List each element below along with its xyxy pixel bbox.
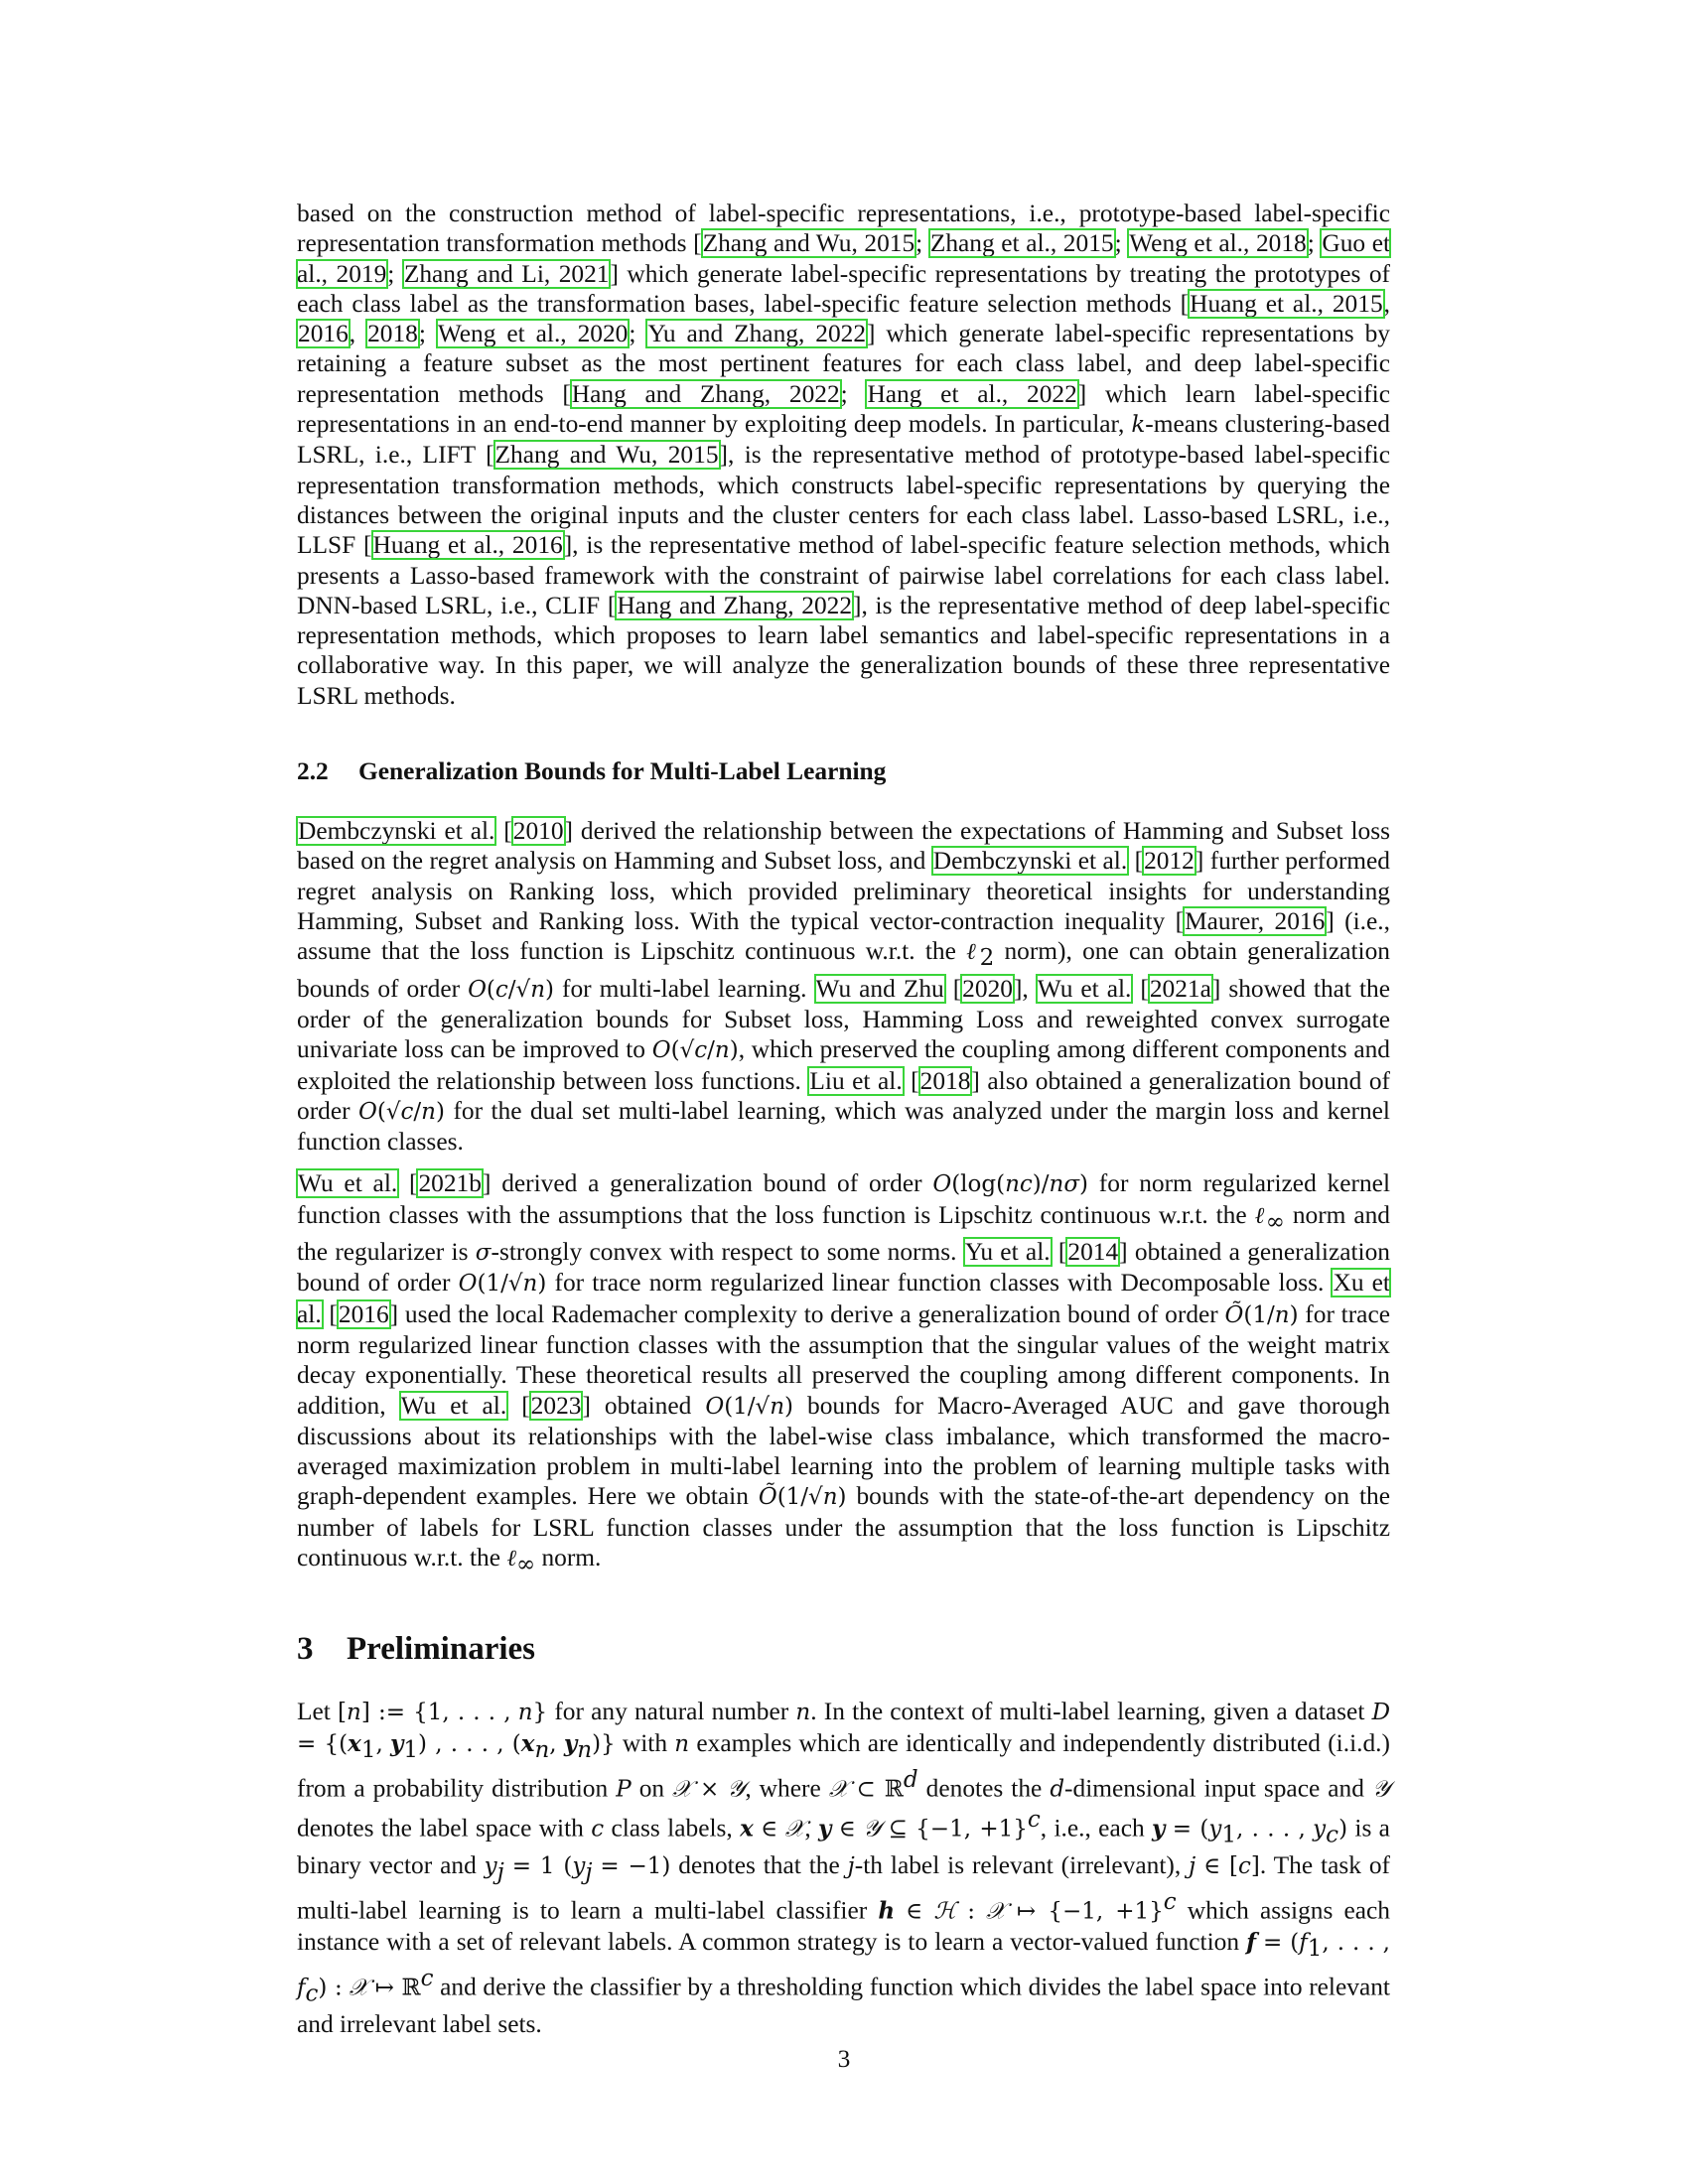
section-heading [297,756,1390,786]
citation-link[interactable]: Wu and Zhu [815,974,944,1003]
paragraph-norm-regularized: Wu et al. [2021b] derived a generalization bound of order O(log(nc)/nσ) for norm regularized kernel function classes with the assumptions that the loss function is Lipschitz continuous w.r.t. the ℓ$_\infty$ norm and the regularizer is σ-strongly convex with respect to some norms. Yu et al. [2014] obtained a generalization bound of order O(1/√n) for trace norm regularized linear function classes with Decomposable loss. Xu et al. [2016] used the local Rademacher complexity to derive a generalization bound of order Õ(1/n) for trace norm regularized linear function classes with the assumption that the singular values of the weight matrix decay exponentially. These theoretical results all preserved the coupling among different components. In addition, Wu et al. [2023] obtained O(1/√n) bounds for Macro-Averaged AUC and gave thorough discussions about its relationships with the label-wise class imbalance, which transformed the macro-averaged maximization problem in multi-label learning into the problem of learning multiple tasks with graph-dependent examples. Here we obtain Õ(1/√n) bounds with the state-of-the-art dependency on the number of labels for LSRL function classes under the assumption that the loss function is Lipschitz continuous w.r.t. the ℓ$_\infty$ norm. [297,1169,1391,1578]
paragraph-preliminaries: Let [n] := {1, . . . , n} for any natural number n. In the context of multi-label learning, given a dataset $D = \{(x_1$, $y_1$) , . . . , ($x_n$, $y_n$)} with n examples which are identically and independently distributed (i.i.d.) from a probability distribution P on 𝒳 × 𝒴, where 𝒳 ⊂ ℝ$^d$ denotes the d-dimensional input space and 𝒴 denotes the label space with c class labels, x ∈ 𝒳, y ∈ 𝒴 ⊆ {−1, +1}$^c$, i.e., each $y = (y_1$, . . . , $y_c$) is a binary vector and $y_j = 1$ $(y_j = -1)$ denotes that the j-th label is relevant (irrelevant), j ∈ [c]. The task of multi-label learning is to learn a multi-label classifier h ∈ ℋ : 𝒳 ↦ {−1, +1}$^c$ which assigns each instance with a set of relevant labels. A common strategy is to learn a vector-valued function $f = (f_1$, . . . , $f_c$) : 𝒳 ↦ ℝ$^c$ and derive the classifier by a thresholding function which divides the label space into relevant and irrelevant label sets. [297,1698,1391,2039]
page-number: 3 [837,2045,851,2073]
paragraph-lsrl-methods: based on the construction method of label-specific representations, i.e., prototype-based label-specific representation transformation methods [Zhang and Wu, 2015; Zhang et al., 2015; Weng et al., 2018; Guo et al., 2019; Zhang and Li, 2021] which generate label-specific representations by treating the prototypes of each class label as the transformation bases, label-specific feature selection methods [Huang et al., 2015, 2016, 2018; Weng et al., 2020; Yu and Zhang, 2022] which generate label-specific representations by retaining a feature subset as the most pertinent features for each class label, and deep label-specific representation methods [Hang and Zhang, 2022; Hang et al., 2022] which learn label-specific representations in an end-to-end manner by exploiting deep models. In particular, k-means clustering-based LSRL, i.e., LIFT [Zhang and Wu, 2015], is the representative method of prototype-based label-specific representation transformation methods, which constructs label-specific representations by querying the distances between the original inputs and the cluster centers for each class label. Lasso-based LSRL, i.e., LLSF [Huang et al., 2016], is the representative method of label-specific feature selection methods, which presents a Lasso-based framework with the constraint of pairwise label correlations for each class label. DNN-based LSRL, i.e., CLIF [Hang and Zhang, 2022], is the representative method of deep label-specific representation methods, which proposes to learn label semantics and label-specific representations in a collaborative way. In this paper, we will analyze the generalization bounds of these three representative LSRL methods. [297,200,1391,710]
citation-link[interactable]: 2010 [512,817,564,846]
citation-link[interactable]: Zhang and Li, 2021 [403,259,610,288]
citation-link[interactable]: 2020 [962,974,1013,1003]
citation-link[interactable]: 2021b [418,1169,482,1198]
citation-link[interactable]: Yu et al. [964,1238,1051,1267]
section-number: 3 [297,1631,314,1668]
citation-link[interactable]: Wu et al. [1037,974,1132,1003]
citation-link[interactable]: Hang and Zhang, 2022 [571,379,840,408]
section-title: Generalization Bounds for Multi-Label Learning [358,757,887,786]
citation-link[interactable]: Huang et al., 2016 [372,531,563,560]
citation-link[interactable]: Zhang and Wu, 2015 [494,441,719,470]
citation-link[interactable]: Zhang et al., 2015 [929,229,1114,258]
citation-link[interactable]: Wu et al. [298,1169,398,1198]
citation-link[interactable]: Weng et al., 2020 [437,320,629,348]
citation-link[interactable]: 2016 [338,1299,389,1328]
citation-link[interactable]: 2021a [1149,974,1211,1003]
citation-link[interactable]: Xu et al. [297,1269,1390,1328]
citation-link[interactable]: Yu and Zhang, 2022 [647,320,867,348]
paragraph-related-bounds: Dembczynski et al. [2010] derived the relationship between the expectations of Hamming and Subset loss based on the regret analysis on Hamming and Subset loss, and Dembczynski et al. [2012] further performed regret analysis on Ranking loss, which provided preliminary theoretical insights for understanding Hamming, Subset and Ranking loss. With the typical vector-contraction inequality [Maurer, 2016] (i.e., assume that the loss function is Lipschitz continuous w.r.t. the ℓ$_2$ norm), one can obtain generalization bounds of order O(c/√n) for multi-label learning. Wu and Zhu [2020], Wu et al. [2021a] showed that the order of the generalization bounds for Subset loss, Hamming Loss and reweighted convex surrogate univariate loss can be improved to O(√c/n), which preserved the coupling among different components and exploited the relationship between loss functions. Liu et al. [2018] also obtained a generalization bound of order O(√c/n) for the dual set multi-label learning, which was analyzed under the margin loss and kernel function classes. [297,817,1390,1157]
citation-link[interactable]: Dembczynski et al. [932,847,1128,876]
citation-link[interactable]: Weng et al., 2018 [1129,229,1307,258]
paper-page [297,199,1390,2039]
citation-link[interactable]: Hang and Zhang, 2022 [617,591,853,619]
citation-link[interactable]: Zhang and Wu, 2015 [702,229,915,258]
section-number: 2.2 [297,757,329,786]
citation-link[interactable]: 2018 [367,320,418,348]
citation-link[interactable]: Dembczynski et al. [298,817,495,846]
citation-link[interactable]: Wu et al. [400,1391,507,1420]
citation-link[interactable]: 2018 [919,1066,971,1095]
citation-link[interactable]: 2012 [1144,847,1195,876]
citation-link[interactable]: Hang et al., 2022 [867,379,1077,408]
citation-link[interactable]: Guo et al., 2019 [297,229,1391,288]
citation-link[interactable]: 2014 [1067,1238,1119,1267]
citation-link[interactable]: 2023 [530,1391,582,1420]
section-title: Preliminaries [347,1631,536,1668]
section-heading [297,1631,1390,1667]
citation-link[interactable]: 2016 [298,320,349,348]
citation-link[interactable]: Liu et al. [809,1066,903,1095]
citation-link[interactable]: Maurer, 2016 [1185,906,1326,935]
citation-link[interactable]: Huang et al., 2015 [1190,289,1383,318]
